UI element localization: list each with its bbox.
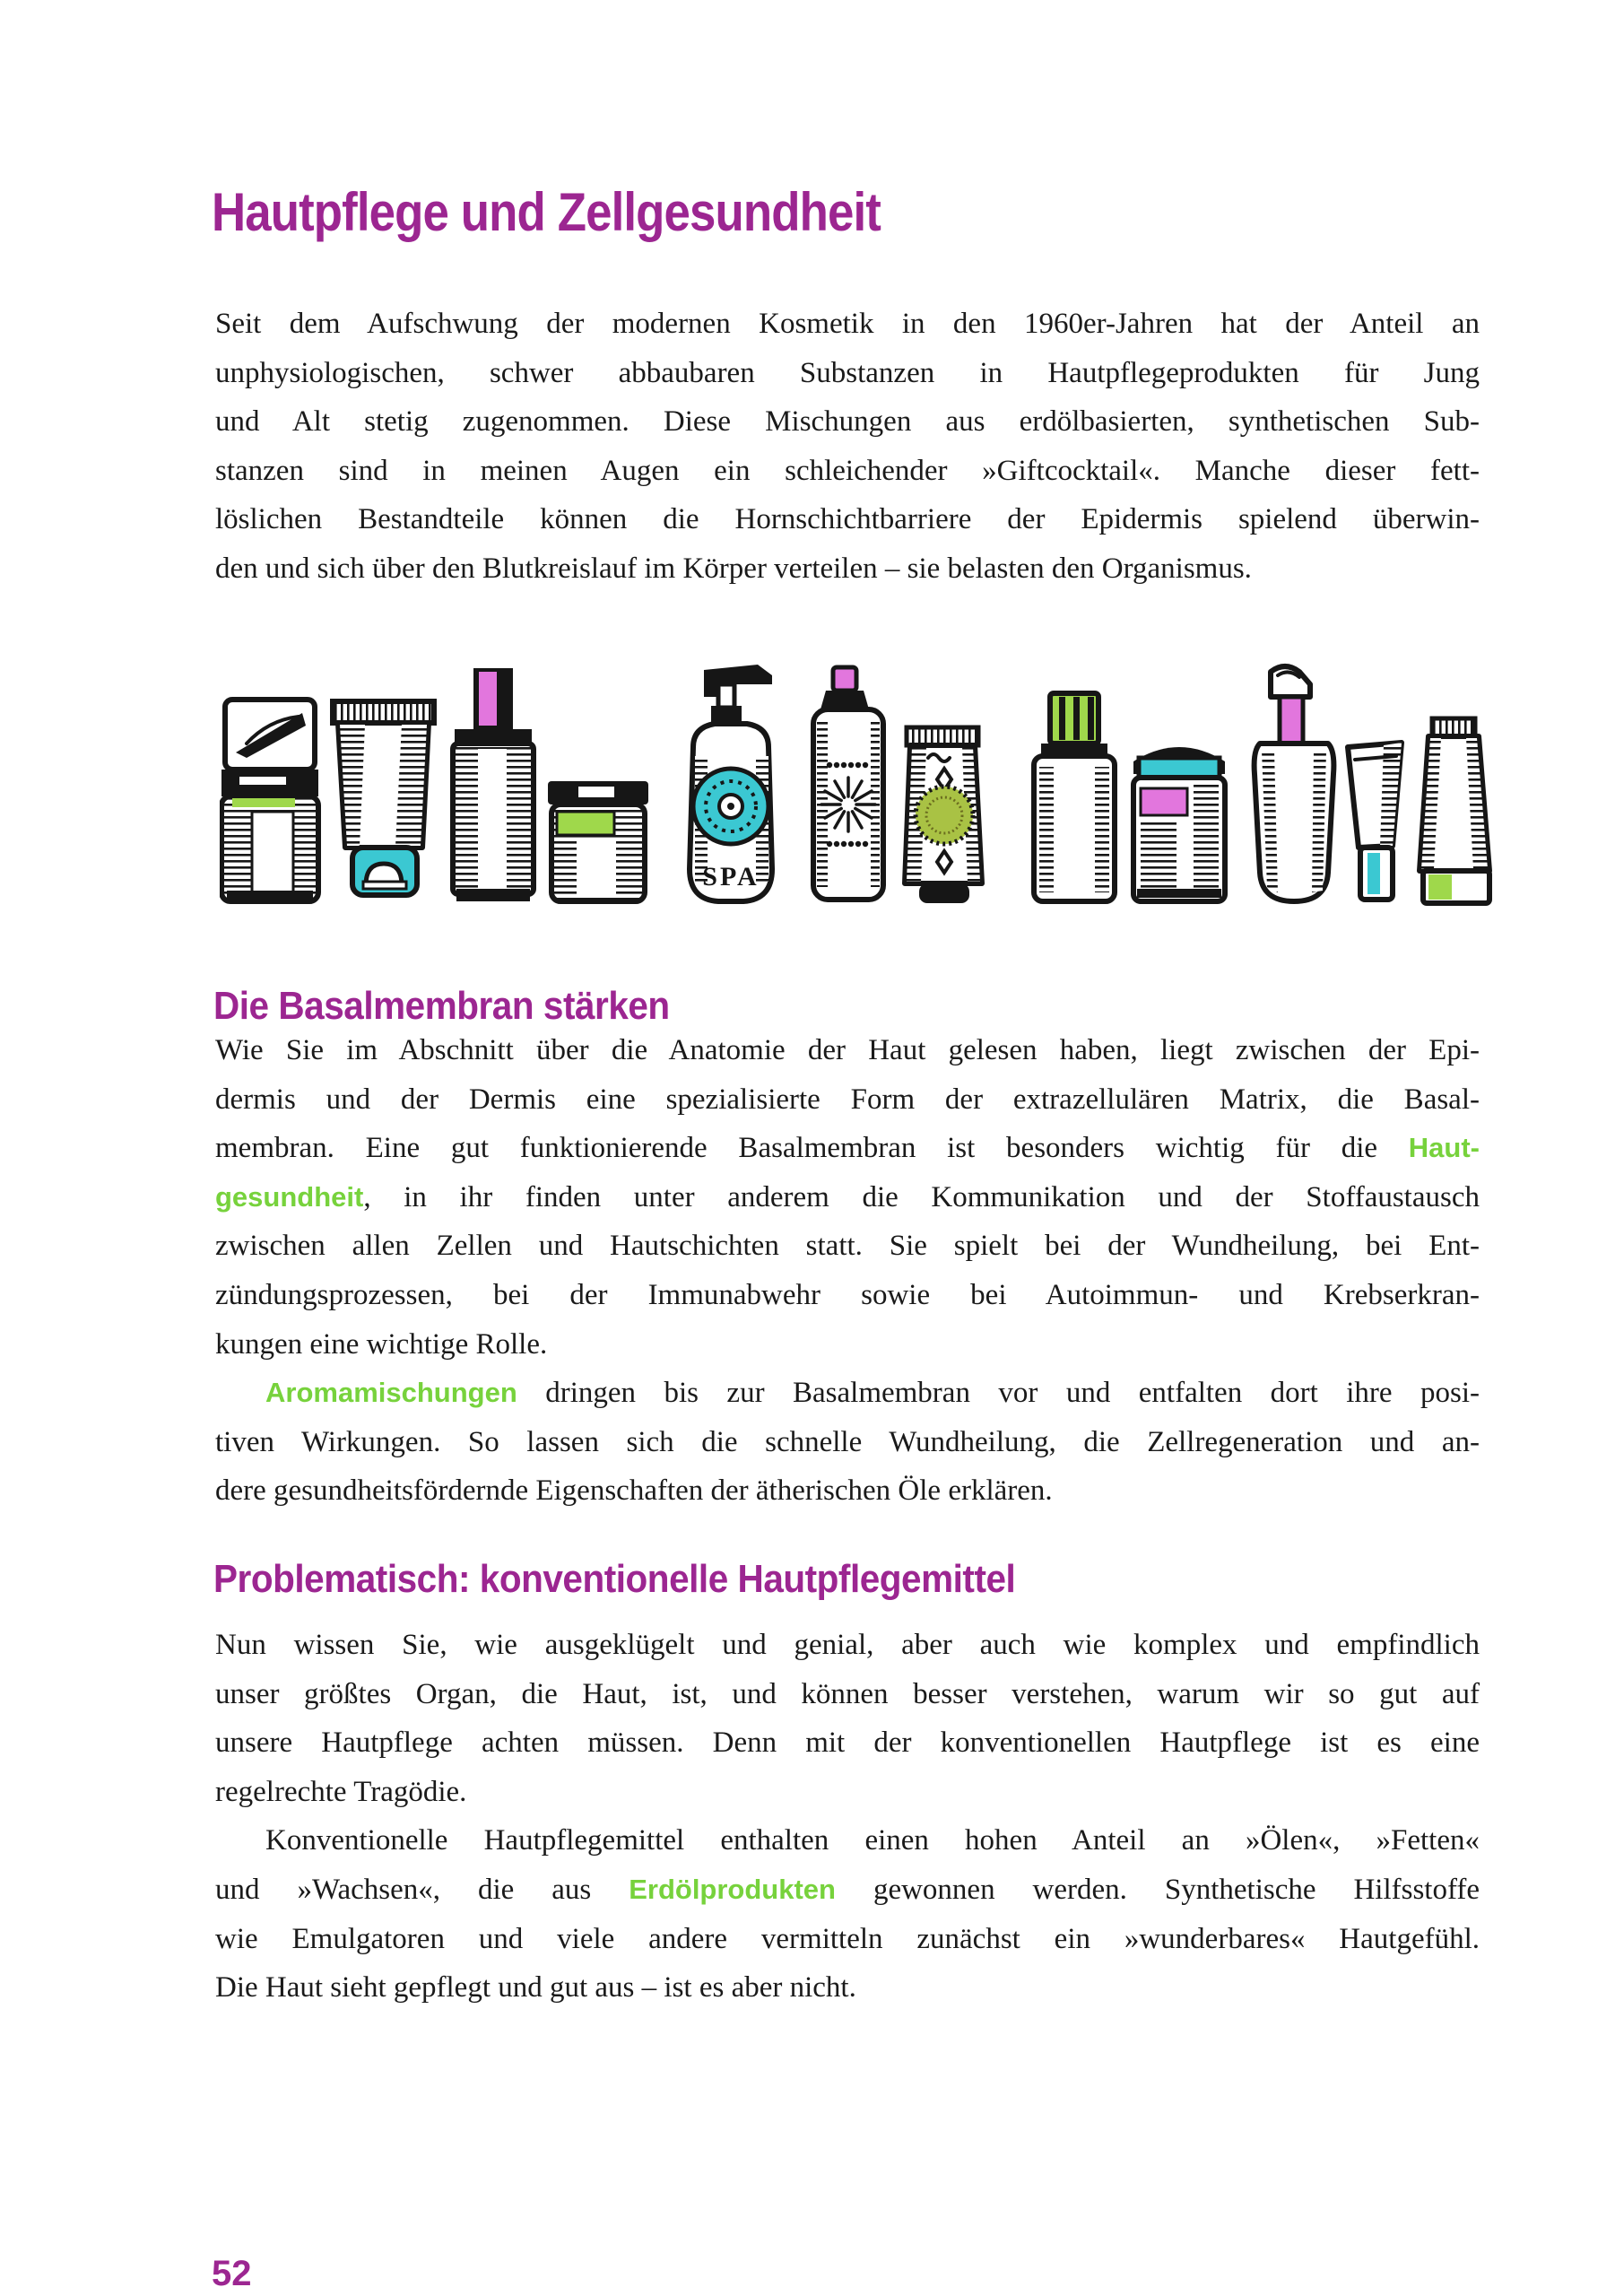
text-segment: tiven Wirkungen. So lassen sich die schnelle Wundheilung, die Zellregeneration und an- [215, 1425, 1480, 1458]
paragraph [215, 1816, 1480, 2012]
highlighted-term: Aromamischungen [265, 1377, 517, 1409]
paragraph [215, 1026, 1480, 1369]
text-segment: regelrechte Tragödie. [215, 1775, 467, 1808]
spa-pump-bottle [690, 665, 772, 901]
text-line [215, 1320, 1480, 1370]
text-line [215, 1915, 1480, 1964]
page-title: Hautpflege und Zellgesundheit [212, 182, 881, 242]
lotion-pump-bottle [1255, 666, 1334, 901]
text-line [215, 1963, 1480, 2013]
text-segment: Wie Sie im Abschnitt über die Anatomie der Haut gelesen haben, liegt zwischen der Epi- [215, 1034, 1480, 1066]
text-line [215, 1418, 1480, 1467]
text-segment: und Alt stetig zugenommen. Diese Mischungen aus erdölbasierten, synthetischen Sub- [215, 405, 1480, 439]
text-segment: kungen eine wichtige Rolle. [215, 1327, 548, 1361]
text-line [215, 1222, 1480, 1271]
text-segment: unsere Hautpflege achten müssen. Denn mit der konventionellen Hautpflege ist es eine [215, 1726, 1480, 1760]
text-segment: unser größtes Organ, die Haut, ist, und können besser verstehen, warum wir so gut auf [215, 1677, 1480, 1710]
section-problematisch-text [215, 1621, 1480, 2013]
text-line [215, 1173, 1480, 1222]
text-segment: Seit dem Aufschwung der modernen Kosmetik in den 1960er-Jahren hat der Anteil an [215, 308, 1480, 340]
text-line [215, 1075, 1480, 1125]
text-line [215, 1466, 1480, 1516]
text-segment: , in ihr finden unter anderem die Kommunikation und der Stoffaustausch [363, 1180, 1480, 1213]
text-line [215, 447, 1480, 496]
text-line [215, 1670, 1480, 1719]
page-number: 52 [212, 2254, 252, 2293]
jar-cyan-pink [1133, 747, 1225, 901]
text-line [215, 1768, 1480, 1817]
text-line [215, 300, 1480, 349]
ornament-tube [905, 727, 982, 903]
text-segment: gewonnen werden. Synthetische Hilfsstoffe [835, 1873, 1480, 1906]
text-line [215, 1866, 1480, 1915]
paragraph [215, 1621, 1480, 1816]
text-segment: löslichen Bestandteile können die Hornschichtbarriere der Epidermis spielend überwin- [215, 503, 1480, 536]
text-line [215, 349, 1480, 398]
highlighted-term: gesundheit [215, 1180, 364, 1213]
highlighted-term: Haut- [1408, 1132, 1480, 1164]
text-line [215, 1124, 1480, 1173]
text-line [215, 1271, 1480, 1320]
bottle-magenta-cap [453, 668, 534, 901]
text-segment: stanzen sind in meinen Augen ein schleichender »Giftcocktail«. Manche dieser fett- [215, 454, 1480, 487]
text-segment: wie Emulgatoren und viele andere vermitteln zunächst ein »wunderbares« Hautgefühl. [215, 1922, 1480, 1955]
text-segment: zündungsprozessen, bei der Immunabwehr sowie bei Autoimmun- und Krebserkran- [215, 1278, 1480, 1311]
text-segment: dringen bis zur Basalmembran vor und entfalten dort ihre posi- [517, 1377, 1480, 1410]
text-segment: Nun wissen Sie, wie ausgeklügelt und genial, aber auch wie komplex und empfindlich [215, 1629, 1480, 1661]
paragraph [215, 300, 1480, 594]
bottle-green-cap [1034, 693, 1115, 901]
section-heading-basalmembran: Die Basalmembran stärken [213, 984, 670, 1028]
jar-green-band [548, 781, 648, 901]
section-basalmembran-text [215, 1026, 1480, 1516]
text-line [215, 397, 1480, 447]
text-segment: zwischen allen Zellen und Hautschichten statt. Sie spielt bei der Wundheilung, bei Ent- [215, 1230, 1480, 1263]
paragraph [215, 1369, 1480, 1516]
text-line [215, 1026, 1480, 1075]
spa-label: SPA [702, 862, 760, 891]
text-segment: dere gesundheitsfördernde Eigenschaften der ätherischen Öle erklären. [215, 1474, 1053, 1508]
bottle-inverted-tube [333, 701, 434, 895]
text-segment: dermis und der Dermis eine spezialisierte Form der extrazellulären Matrix, die Basal- [215, 1083, 1480, 1116]
intro-paragraph [215, 300, 1480, 594]
spray-can-starburst [813, 667, 883, 900]
text-line [215, 495, 1480, 544]
text-segment: membran. Eine gut funktionierende Basalmembran ist besonders wichtig für die [215, 1132, 1409, 1165]
text-line [215, 1718, 1480, 1768]
text-line [215, 1369, 1480, 1418]
bottles-drawing [220, 657, 1493, 918]
section-heading-problematisch: Problematisch: konventionelle Hautpflegemittel [213, 1557, 1016, 1601]
small-tube-cyan-stripe [1348, 743, 1402, 900]
text-segment: Die Haut sieht gepflegt und gut aus – ist es aber nicht. [215, 1971, 856, 2005]
highlighted-term: Erdölprodukten [629, 1873, 836, 1905]
tube-green-stripe [1420, 718, 1489, 903]
text-segment: und »Wachsen«, die aus [215, 1873, 630, 1906]
cosmetic-bottles-illustration [220, 657, 1493, 918]
text-segment: unphysiologischen, schwer abbaubaren Substanzen in Hautpflegeprodukten für Jung [215, 356, 1480, 389]
text-segment: Konventionelle Hautpflegemittel enthalten einen hohen Anteil an »Ölen«, »Fetten« [265, 1824, 1480, 1857]
text-line [215, 544, 1480, 594]
text-line [215, 1621, 1480, 1670]
text-segment: den und sich über den Blutkreislauf im Körper verteilen – sie belasten den Organismus. [215, 552, 1252, 585]
bottle-pump-dispenser [221, 700, 318, 901]
text-line [215, 1816, 1480, 1866]
